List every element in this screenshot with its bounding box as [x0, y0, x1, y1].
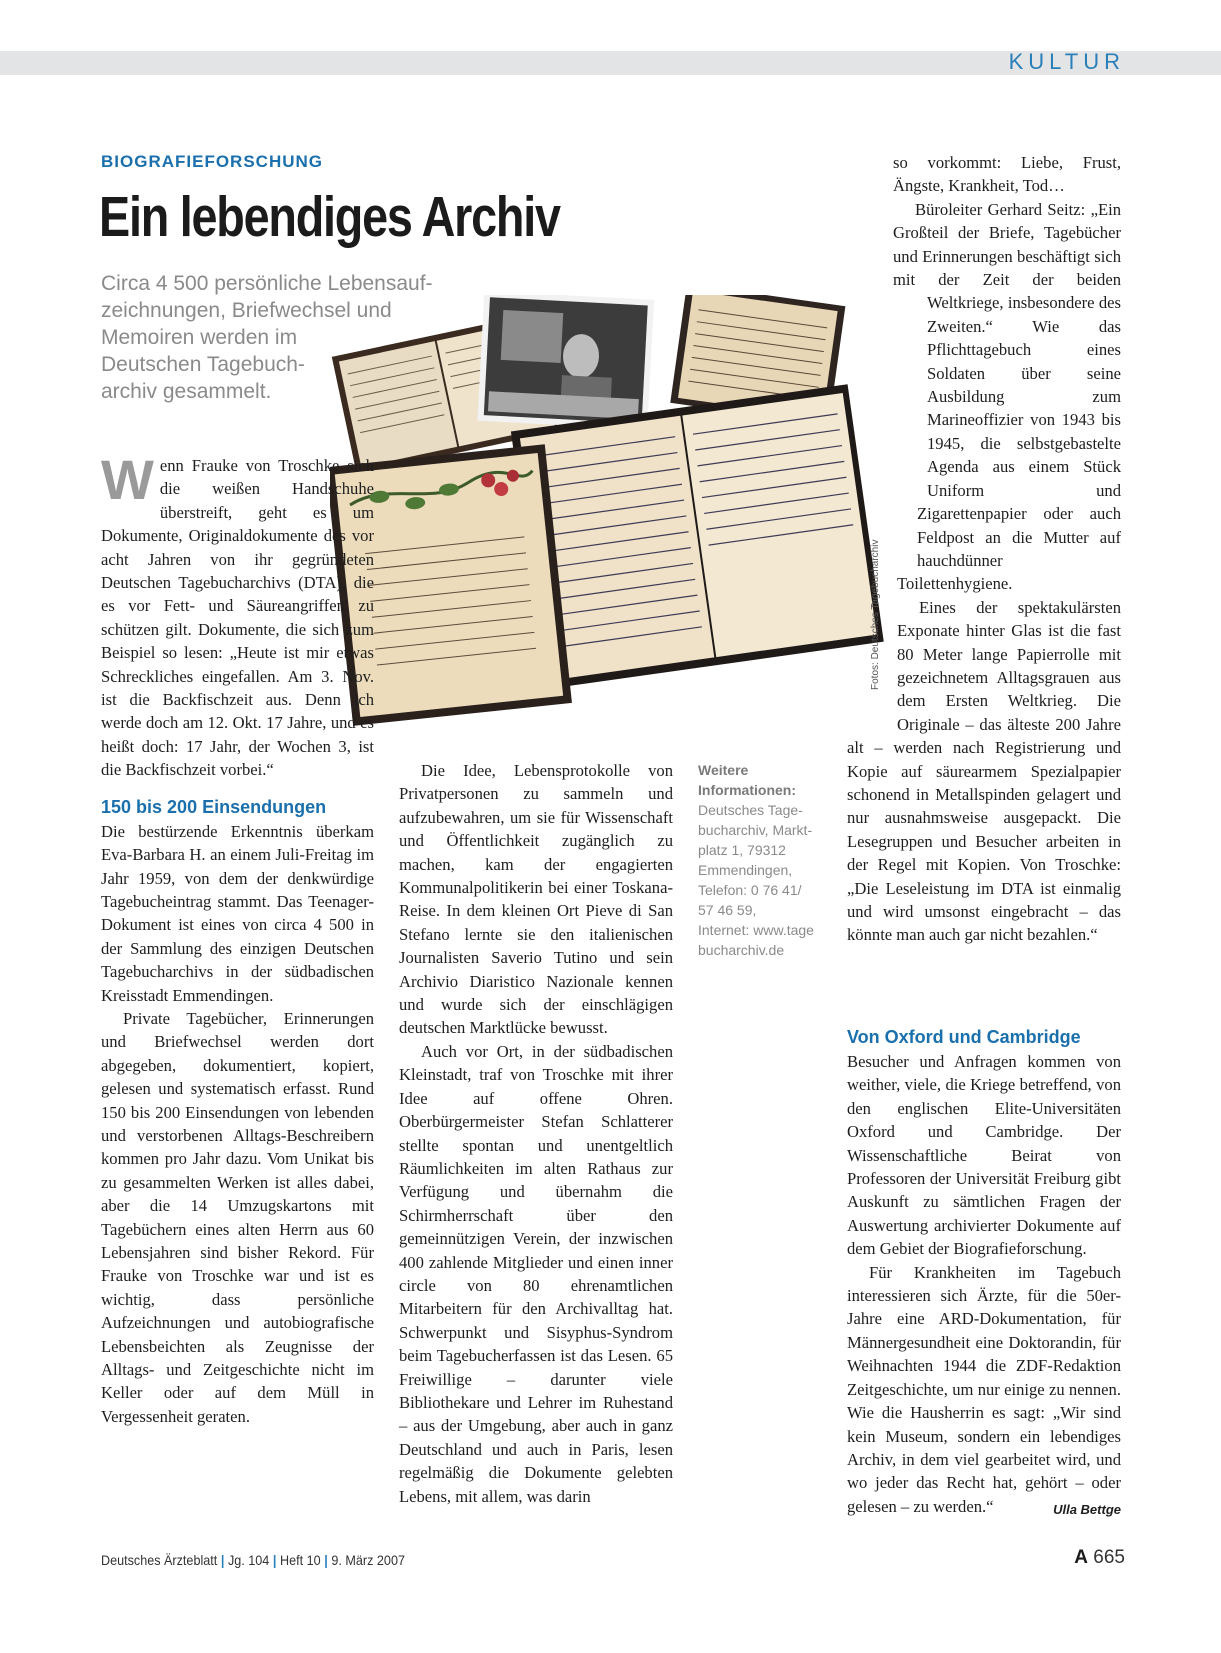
issue: Heft 10 — [280, 1552, 321, 1568]
paragraph-text: enn Frauke von Troschke sich die weißen Handschuhe überstreift, geht es um Dokumente, Originaldokumente des vor acht Jahren von ihr gegründeten Deutschen Tagebucharchivs (DTA), die es vor Fett- und Säureangriffen zu schützen gilt. Dokumente, die sich zum Beispiel so lesen: „Heute ist mir etwas Schreckliches eingefallen. Am 3. Nov. ist die Backfischzeit aus. Denn ich werde doch am 12. Okt. 17 Jahre, und es heißt doch: 17 Jahr, der Wochen 3, ist die Backfischzeit vorbei.“ — [101, 456, 374, 780]
paragraph: Büroleiter Gerhard Seitz: „Ein Großteil der Briefe, Tagebücher und Erinnerungen beschäftigt sich mit der Zeit der beiden Weltkriege, insbesondere des Zweiten.“ Wie das Pflichttagebuch eines Soldaten über seine Ausbildung zum Marineoffizier von 1943 bis 1945, die selbstgebastelte Agenda aus einem Stück Uniform und Zigarettenpapier oder auch Feldpost an die Mutter auf hauchdünner Toilettenhygiene. — [893, 199, 1121, 594]
photo-open-diary-main — [511, 384, 884, 689]
info-line: 57 46 59, — [698, 902, 757, 918]
info-line: platz 1, 79312 — [698, 842, 786, 858]
article-title: Ein lebendiges Archiv — [99, 185, 560, 249]
drop-cap: W — [101, 448, 154, 511]
info-line: bucharchiv.de — [698, 942, 785, 958]
paragraph: Besucher und Anfragen kommen von weither, viele, die Kriege betreffend, von den englischen Elite-Universitäten Oxford und Cambridge. Der Wissenschaftliche Beirat von Professoren der Universität Freiburg gibt Auskunft zu sämtlichen Fragen der Auswertung archivierter Dokumente auf dem Gebiet der Biografieforschung. — [847, 1052, 1121, 1259]
lead-line: archiv gesammelt. — [101, 380, 272, 403]
paragraph-text: Für Krankheiten im Tagebuch interessieren sich Ärzte, für die 50er-Jahre eine ARD-Dokumentation, für Männergesundheit eine Doktorandin, für Weihnachten 1944 die ZDF-Redaktion Zeitgeschichte, um nur einige zu nennen. Wie die Hausherrin es sagt: „Wir sind kein Museum, sondern ein lebendiges Archiv, in dem viel gearbeitet wird, und wo jeder das Recht hat, gehört – oder gelesen – zu werden.“ — [847, 1262, 1121, 1516]
info-line: bucharchiv, Markt- — [698, 822, 813, 838]
page-prefix: A — [1074, 1547, 1089, 1568]
paragraph: Auch vor Ort, in der südbadischen Kleinstadt, traf von Troschke mit ihrer Idee auf offene Ohren. Oberbürgermeister Stefan Schlatterer stellte spontan und unentgeltlich Räumlichkeiten im alten Rathaus zur Verfügung und übernahm die Schirmherrschaft über den gemeinnützigen Verein, der inzwischen 400 zahlende Mitglieder und einen inner circle von 80 ehrenamtlichen Mitarbeitern für den Archivalltag hat. Schwerpunkt und Sisyphus-Syndrom beim Tagebucherfassen ist das Lesen. 65 Freiwillige – darunter viele Bibliothekare und Lehrer im Ruhestand – aus der Umgebung, aber auch in ganz Deutschland und auch in Paris, lesen regelmäßig die Dokumente gelebten Lebens, mit allem, was darin — [399, 1041, 673, 1506]
page-number — [1074, 1547, 1125, 1569]
paragraph: so vorkommt: Liebe, Frust, Ängste, Krankheit, Tod… — [893, 153, 1121, 196]
paragraph — [101, 448, 374, 782]
journal-name: Deutsches Ärzteblatt — [101, 1552, 218, 1568]
date: 9. März 2007 — [331, 1552, 405, 1568]
page-footer: Deutsches Ärzteblatt | Jg. 104 | Heft 10 | 9. März 2007 — [101, 1552, 405, 1568]
lead-line: zeichnungen, Briefwechsel und — [101, 299, 392, 322]
subheading: 150 bis 200 Einsendungen — [101, 796, 327, 817]
author-name: Ulla Bettge — [1053, 1501, 1121, 1517]
lead-line: Memoiren werden im — [101, 326, 298, 349]
photo-black-white-portrait — [477, 295, 654, 430]
lead-line: Deutschen Tagebuch- — [101, 353, 305, 376]
info-line: Deutsches Tage- — [698, 802, 803, 818]
volume: Jg. 104 — [227, 1552, 270, 1568]
article-column-2 — [399, 759, 673, 1508]
article-kicker: BIOGRAFIEFORSCHUNG — [101, 152, 323, 171]
info-line: Internet: www.tage — [698, 922, 814, 938]
paragraph: Eines der spektakulärsten Exponate hinter Glas ist die fast 80 Meter lange Papierrolle mit gezeichnetem Alltagsgrauen aus dem Ersten Weltkrieg. Die Originale – das älteste 200 Jahre alt – werden nach Registrierung und Kopie auf säurearmem Spezialpapier schonend in Metallspinden gelagert und nur ausnahmsweise ausgepackt. Die Lesegruppen und Besucher arbeiten in der Regel mit Kopien. Von Troschke: „Die Leseleistung im DTA ist einmalig und wird umsonst eingebracht – das könnte man auch gar nicht bezahlen.“ — [847, 597, 1121, 945]
subheading: Von Oxford und Cambridge — [847, 1027, 1081, 1047]
article-column-3 — [847, 151, 1121, 947]
paragraph: Private Tagebücher, Erinnerungen und Briefwechsel werden dort abgegeben, dokumentiert, kopiert, gelesen und systematisch erfasst. Rund 150 bis 200 Einsendungen von lebenden und verstorbenen Alltags-Beschreibern kommen pro Jahr dazu. Vom Unikat bis zu gesammelten Werken ist alles dabei, aber die 14 Umzugskartons mit Tagebüchern eines alten Herrn aus 60 Lebensjahren sind bisher Rekord. Für Frauke von Troschke war und ist es wichtig, dass persönliche Aufzeichnungen und autobiografische Lebensbeichten als Zeugnisse der Alltags- und Zeitgeschichte nicht im Keller oder auf dem Müll in Vergessenheit geraten. — [101, 1008, 374, 1426]
info-box-title: Weitere — [698, 762, 749, 778]
photo-credit: Fotos: Deutsches Tagebucharchiv — [870, 539, 881, 690]
info-line: Telefon: 0 76 41/ — [698, 882, 802, 898]
diary-photo-collage — [330, 295, 912, 755]
info-box-title: Informationen: — [698, 782, 796, 798]
paragraph: Die bestürzende Erkenntnis überkam Eva-Barbara H. an einem Juli-Freitag im Jahr 1959, von dem der denkwürdige Tagebucheintrag stammt. Das Teenager-Dokument ist eines von circa 4 500 in der Sammlung des einzigen Deutschen Tagebucharchivs in der südbadischen Kreisstadt Emmendingen. — [101, 821, 374, 1005]
paragraph: Die Idee, Lebensprotokolle von Privatpersonen zu sammeln und aufzubewahren, um sie für Wissenschaft und Öffentlichkeit zugänglich zu machen, kam der engagierten Kommunalpolitikerin bei einer Toskana-Reise. In dem kleinen Ort Pieve di San Stefano lernte sie den italienischen Journalisten Saverio Tutino und sein Archivio Diaristico Nazionale kennen und wurde sich der einschlägigen deutschen Marktlücke bewusst. — [399, 761, 673, 1038]
lead-line: Circa 4 500 persönliche Lebensauf- — [101, 272, 433, 295]
page-number-value: 665 — [1093, 1547, 1125, 1568]
info-line: Emmendingen, — [698, 862, 793, 878]
article-column-3-continued — [847, 1012, 1121, 1521]
info-box — [698, 760, 828, 960]
section-label: KULTUR — [1008, 49, 1125, 74]
article-column-1 — [101, 448, 374, 1428]
paragraph — [847, 1261, 1121, 1518]
